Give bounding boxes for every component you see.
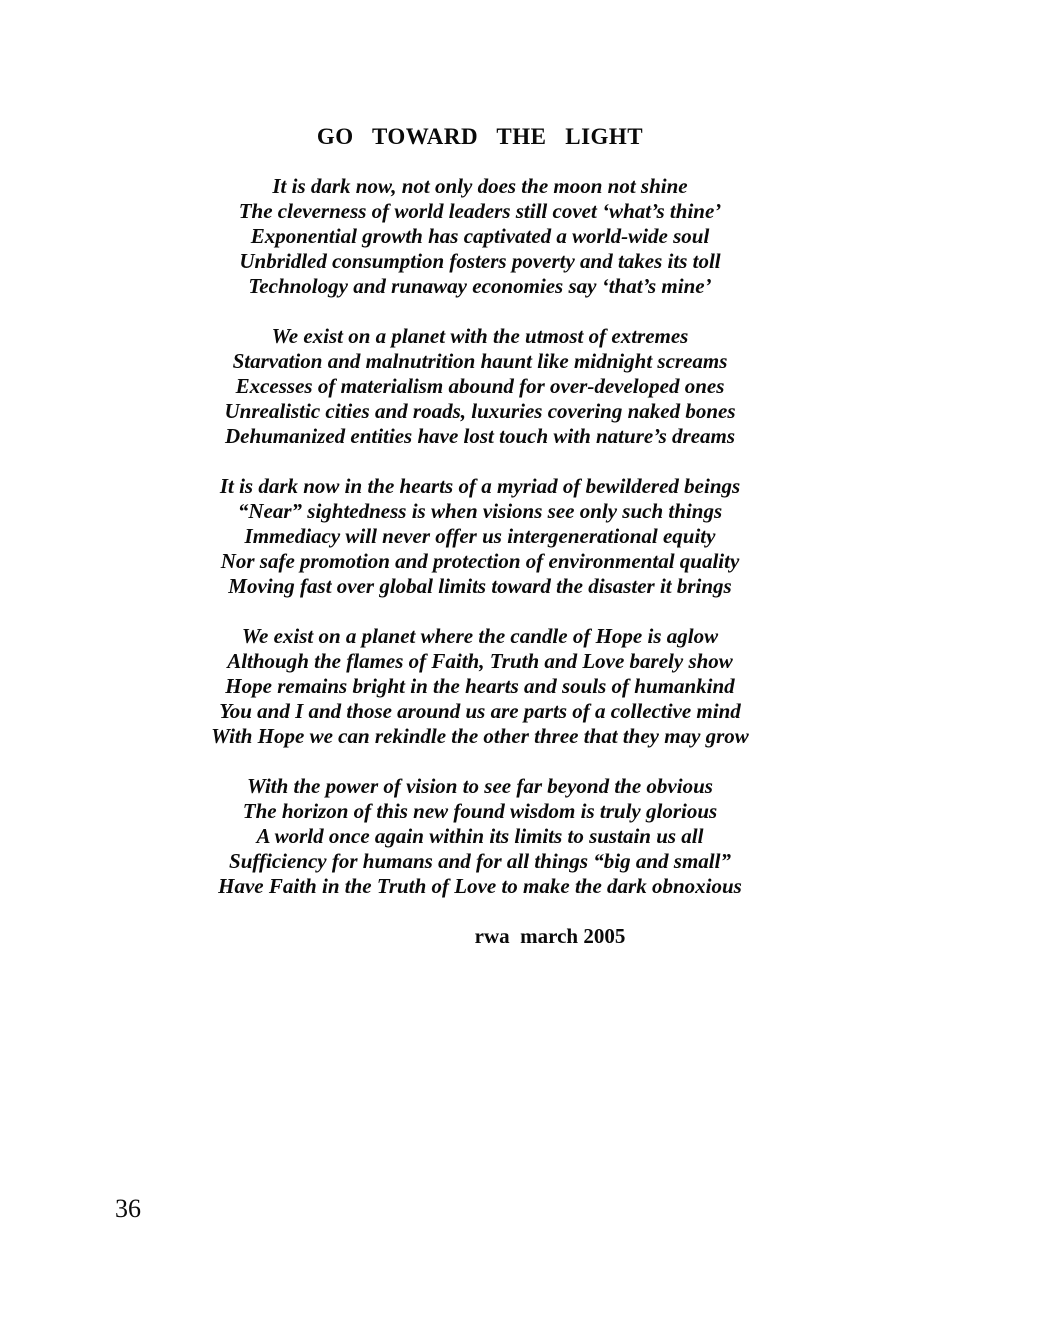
stanza-5 (0, 774, 960, 899)
stanza-3 (0, 474, 960, 599)
poem-line: Excesses of materialism abound for over-developed ones (235, 374, 725, 398)
poem-line: A world once again within its limits to sustain us all (256, 824, 704, 848)
poem-line: Moving fast over global limits toward the disaster it brings (228, 574, 732, 598)
poem-line: With the power of vision to see far beyond the obvious (247, 774, 713, 798)
poem-line: Technology and runaway economies say ‘that’s mine’ (248, 274, 712, 298)
poem-line: We exist on a planet with the utmost of extremes (271, 324, 689, 348)
poem-title: GO TOWARD THE LIGHT (316, 124, 644, 149)
poem-line: Exponential growth has captivated a world-wide soul (250, 224, 710, 248)
poem-line: “Near” sightedness is when visions see only such things (237, 499, 723, 523)
poem-line: Although the flames of Faith, Truth and Love barely show (227, 649, 733, 673)
poem-line: Dehumanized entities have lost touch with nature’s dreams (224, 424, 736, 448)
poem-line: Unrealistic cities and roads, luxuries covering naked bones (224, 399, 736, 423)
poem-line: Immediacy will never offer us intergenerational equity (244, 524, 716, 548)
poem-line: Sufficiency for humans and for all things “big and small” (229, 849, 731, 873)
stanza-2 (0, 324, 960, 449)
poem-line: We exist on a planet where the candle of Hope is aglow (241, 624, 719, 648)
poem-line: Starvation and malnutrition haunt like midnight screams (232, 349, 728, 373)
poem-line: Hope remains bright in the hearts and souls of humankind (225, 674, 735, 698)
poem-line: With Hope we can rekindle the other three that they may grow (211, 724, 749, 748)
poem-line: The horizon of this new found wisdom is truly glorious (242, 799, 718, 823)
author-signature: rwa march 2005 (474, 924, 626, 948)
poem-line: Unbridled consumption fosters poverty and takes its toll (239, 249, 721, 273)
poem-line: You and I and those around us are parts of a collective mind (219, 699, 741, 723)
poem-line: It is dark now in the hearts of a myriad of bewildered beings (219, 474, 741, 498)
poem-line: Have Faith in the Truth of Love to make the dark obnoxious (218, 874, 742, 898)
poem-line: It is dark now, not only does the moon not shine (272, 174, 688, 198)
page-number: 36 (115, 1194, 141, 1223)
stanza-1 (0, 174, 960, 299)
poem-line: The cleverness of world leaders still covet ‘what’s thine’ (238, 199, 722, 223)
stanza-4 (0, 624, 960, 749)
poem-line: Nor safe promotion and protection of environmental quality (220, 549, 740, 573)
